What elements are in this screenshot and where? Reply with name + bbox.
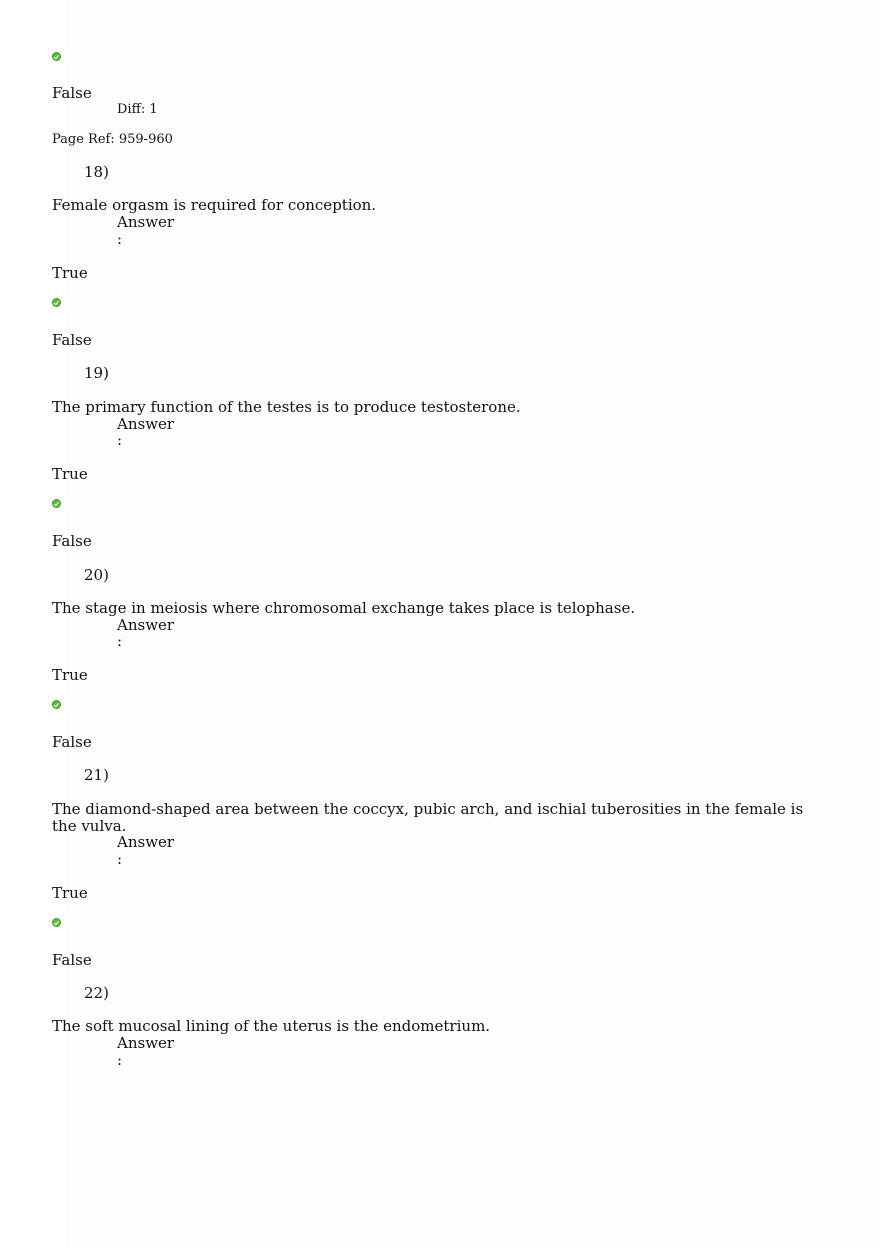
page-background	[66, 0, 880, 1247]
check-circle-icon	[52, 499, 61, 508]
question-text-20: The stage in meiosis where chromosomal exchange takes place is telophase.	[52, 599, 636, 617]
answer-label-18: Answer	[117, 213, 175, 231]
answer-colon-19: :	[117, 431, 123, 449]
option-true-19: True	[52, 465, 88, 483]
check-circle-icon	[52, 298, 61, 307]
page-ref-label: Page Ref: 959-960	[52, 132, 173, 147]
check-circle-icon	[52, 52, 61, 61]
question-number-20: 20)	[84, 566, 109, 584]
answer-label-21: Answer	[117, 833, 175, 851]
difficulty-label: Diff: 1	[117, 102, 158, 117]
question-text-18: Female orgasm is required for conception.	[52, 196, 377, 214]
question-number-19: 19)	[84, 364, 109, 382]
option-false-20: False	[52, 733, 92, 751]
option-true-21: True	[52, 884, 88, 902]
question-text-19: The primary function of the testes is to produce testosterone.	[52, 398, 521, 416]
question-number-18: 18)	[84, 163, 109, 181]
answer-label-19: Answer	[117, 415, 175, 433]
option-false-21: False	[52, 951, 92, 969]
check-circle-icon	[52, 918, 61, 927]
answer-colon-20: :	[117, 632, 123, 650]
answer-label-22: Answer	[117, 1034, 175, 1052]
option-true-20: True	[52, 666, 88, 684]
check-circle-icon	[52, 700, 61, 709]
option-false-17: False	[52, 84, 92, 102]
question-text-21: The diamond-shaped area between the coccyx, pubic arch, and ischial tuberosities in the female is the vulva.	[52, 800, 804, 835]
answer-label-20: Answer	[117, 616, 175, 634]
question-number-22: 22)	[84, 984, 109, 1002]
option-false-19: False	[52, 532, 92, 550]
answer-colon-21: :	[117, 850, 123, 868]
answer-colon-22: :	[117, 1051, 123, 1069]
option-true-18: True	[52, 264, 88, 282]
question-text-22: The soft mucosal lining of the uterus is the endometrium.	[52, 1017, 491, 1035]
question-number-21: 21)	[84, 766, 109, 784]
option-false-18: False	[52, 331, 92, 349]
answer-colon-18: :	[117, 230, 123, 248]
